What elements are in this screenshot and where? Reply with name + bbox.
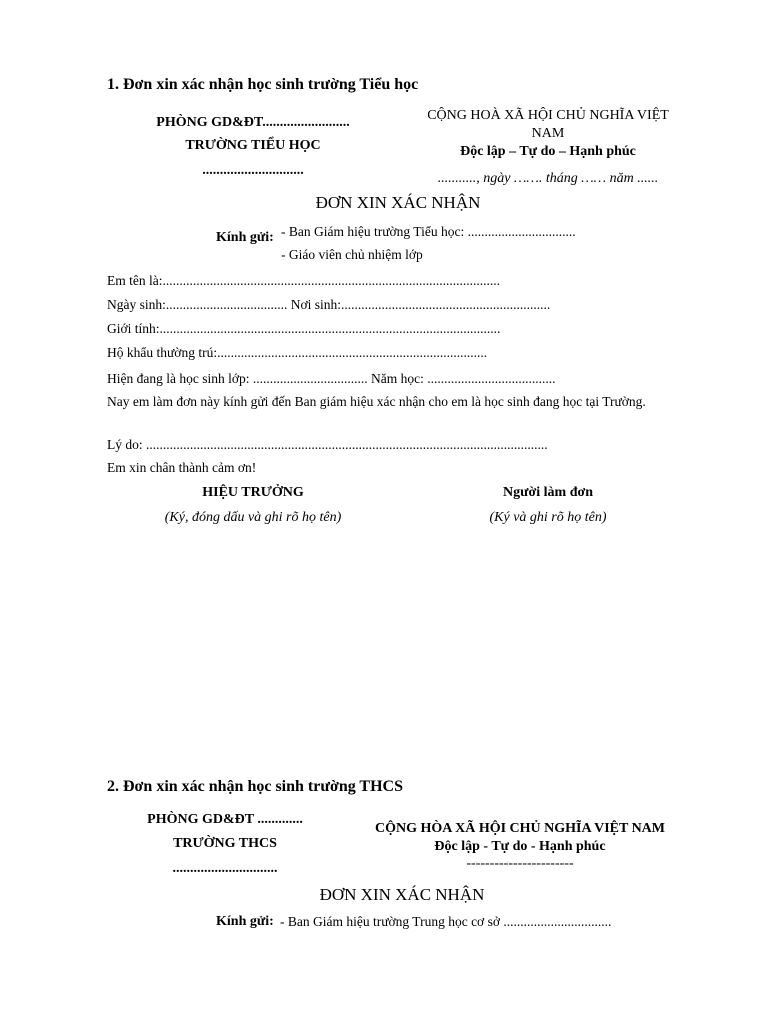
recipient-2: - Giáo viên chủ nhiệm lớp bbox=[281, 247, 423, 262]
form-title: ĐƠN XIN XÁC NHẬN bbox=[315, 193, 481, 212]
school-blank: ............................. bbox=[202, 163, 304, 178]
nation-header-2: CỘNG HÒA XÃ HỘI CHỦ NGHĨA VIỆT NAM bbox=[374, 821, 665, 836]
date-line: ..........., ngày ……. tháng …… năm ...... bbox=[437, 171, 659, 186]
field-birth: Ngày sinh:.................................... Nơi sinh:.............................................................. bbox=[107, 297, 551, 312]
principal-title: HIỆU TRƯỞNG bbox=[202, 485, 304, 500]
kinh-gui-label-2: Kính gửi: bbox=[216, 914, 274, 929]
applicant-title: Người làm đơn bbox=[502, 485, 594, 500]
section1-heading: 1. Đơn xin xác nhận học sinh trường Tiểu học bbox=[107, 76, 419, 93]
school-blank-2: .............................. bbox=[172, 861, 278, 876]
principal-note: (Ký, đóng dấu và ghi rõ họ tên) bbox=[164, 510, 342, 525]
motto-underline-2: ----------------------- bbox=[466, 856, 574, 871]
request-paragraph: Nay em làm đơn này kính gửi đến Ban giám hiệu xác nhận cho em là học sinh đang học tại Trường. bbox=[107, 394, 646, 409]
field-gender: Giới tính:..................................................................................................... bbox=[107, 321, 501, 336]
form-title-2: ĐƠN XIN XÁC NHẬN bbox=[319, 885, 485, 904]
school-name: TRƯỜNG TIỂU HỌC bbox=[185, 138, 321, 153]
department-line-2: PHÒNG GD&ĐT ............. bbox=[147, 812, 303, 827]
thanks-line: Em xin chân thành cảm ơn! bbox=[107, 460, 257, 475]
department-line: PHÒNG GD&ĐT......................... bbox=[156, 115, 350, 130]
kinh-gui-label: Kính gửi: bbox=[216, 230, 274, 245]
field-household: Hộ khẩu thường trú:................................................................................ bbox=[107, 345, 488, 360]
applicant-note: (Ký và ghi rõ họ tên) bbox=[489, 510, 607, 525]
recipient-2-1: - Ban Giám hiệu trường Trung học cơ sở ................................ bbox=[280, 914, 612, 929]
field-reason: Lý do: ....................................................................................................................... bbox=[107, 437, 548, 452]
motto: Độc lập – Tự do – Hạnh phúc bbox=[460, 144, 636, 159]
school-name-2: TRƯỜNG THCS bbox=[173, 836, 277, 851]
recipient-1: - Ban Giám hiệu trường Tiểu học: ................................ bbox=[281, 224, 576, 239]
nation-header-line1: CỘNG HOÀ XÃ HỘI CHỦ NGHĨA VIỆT bbox=[427, 108, 669, 123]
nation-header-line2: NAM bbox=[531, 126, 565, 141]
motto-2: Độc lập - Tự do - Hạnh phúc bbox=[434, 839, 606, 854]
field-name: Em tên là:.................................................................................................... bbox=[107, 273, 500, 288]
section2-heading: 2. Đơn xin xác nhận học sinh trường THCS bbox=[107, 778, 403, 795]
field-class-year: Hiện đang là học sinh lớp: .................................. Năm học: ...................................... bbox=[107, 371, 556, 386]
